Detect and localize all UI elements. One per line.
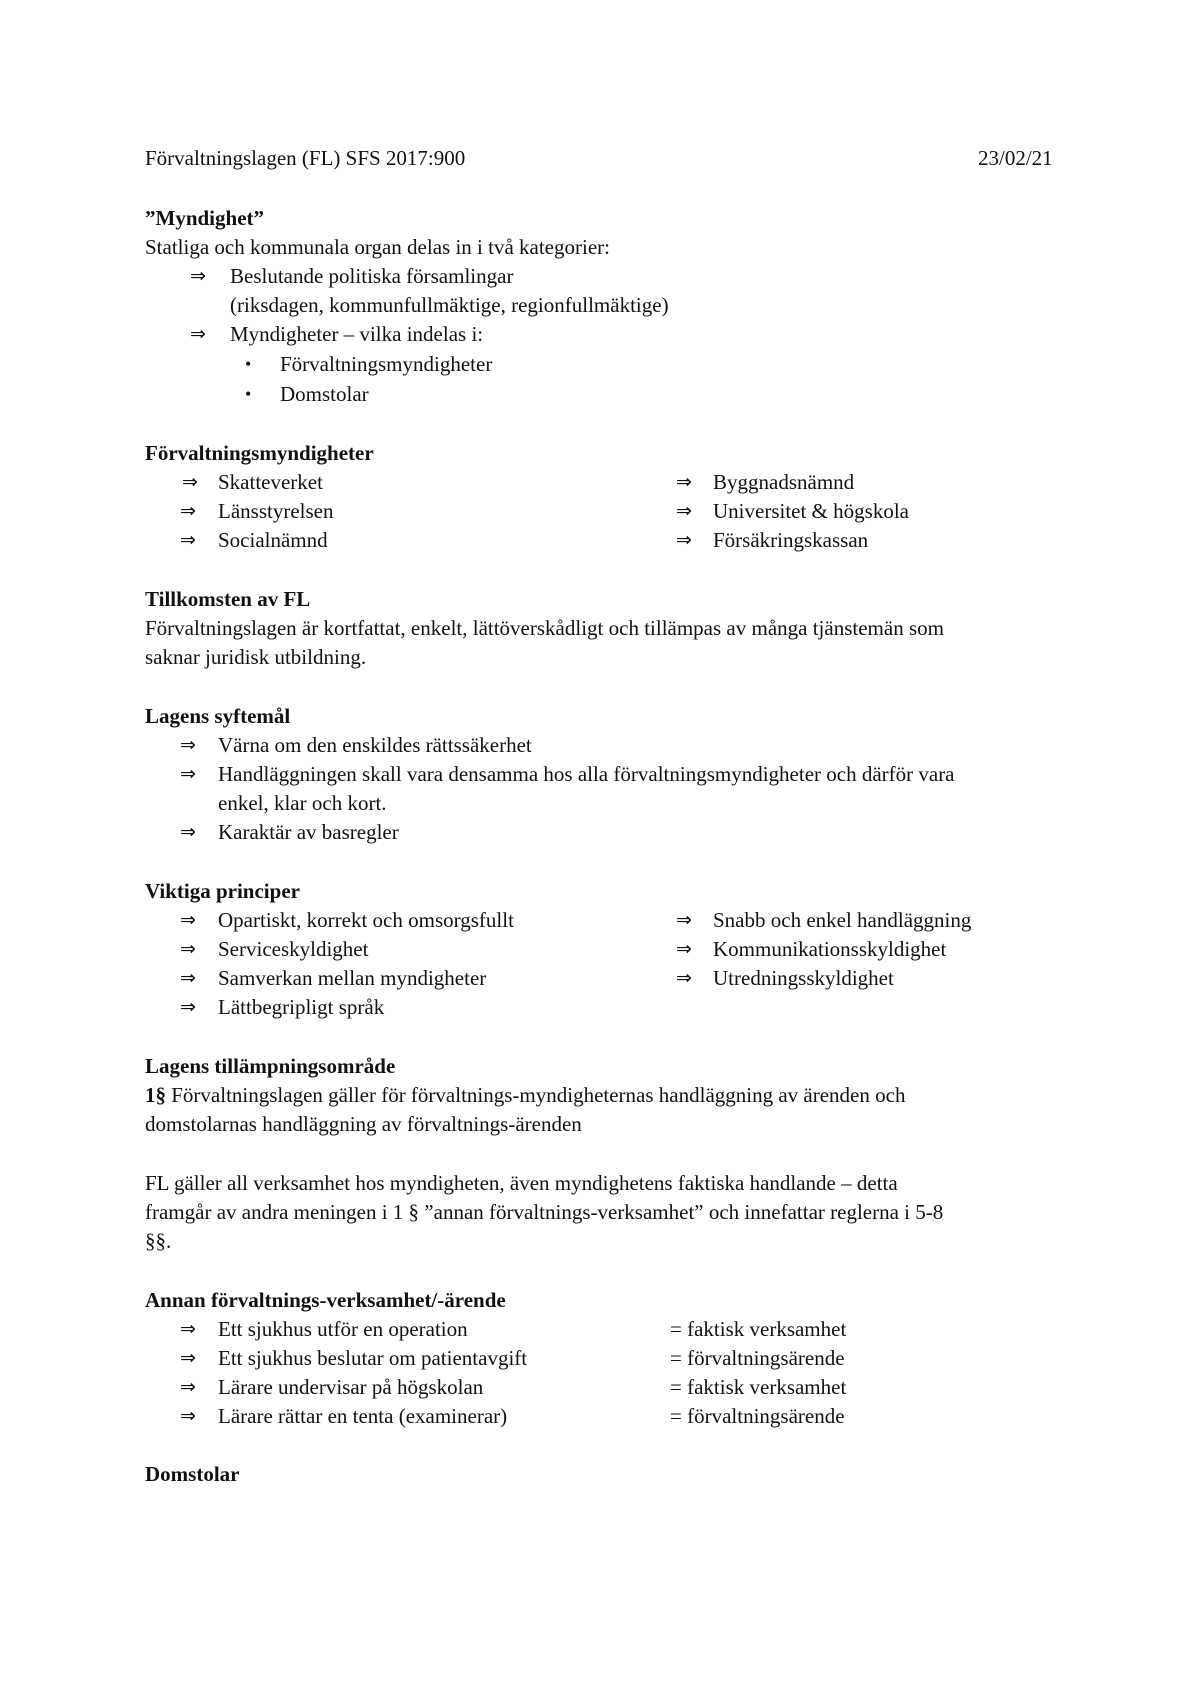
arrow-icon: ⇒ <box>190 265 206 287</box>
list-item: Byggnadsnämnd <box>713 470 855 494</box>
document-date: 23/02/21 <box>978 146 1053 170</box>
list-item-result: = faktisk verksamhet <box>670 1317 847 1341</box>
document-title: Förvaltningslagen (FL) SFS 2017:900 <box>145 146 466 170</box>
section-heading-tillampning: Lagens tillämpningsområde <box>145 1054 396 1078</box>
paragraph-line: framgår av andra meningen i 1 § ”annan förvaltnings-verksamhet” och innefattar reglerna i 5-8 <box>145 1200 944 1224</box>
paragraph-section-mark: 1§ <box>145 1083 166 1107</box>
arrow-icon: ⇒ <box>180 529 196 551</box>
list-item: Lärare rättar en tenta (examinerar) <box>218 1404 508 1428</box>
paragraph-line <box>145 1081 905 1110</box>
arrow-icon: ⇒ <box>182 471 198 493</box>
section-heading-tillkomsten: Tillkomsten av FL <box>145 587 311 611</box>
bullet-icon: • <box>245 354 252 374</box>
list-item-result: = faktisk verksamhet <box>670 1375 847 1399</box>
section-heading-annan: Annan förvaltnings-verksamhet/-ärende <box>145 1288 506 1312</box>
list-item: Skatteverket <box>218 470 323 494</box>
myndighet-intro: Statliga och kommunala organ delas in i två kategorier: <box>145 235 610 259</box>
list-item: Karaktär av basregler <box>218 820 399 844</box>
paragraph-line: Förvaltningslagen är kortfattat, enkelt, lättöverskådligt och tillämpas av många tjänstemän som <box>145 616 944 640</box>
list-item: Länsstyrelsen <box>218 499 334 523</box>
list-item: Ett sjukhus utför en operation <box>218 1317 468 1341</box>
arrow-icon: ⇒ <box>676 967 692 989</box>
arrow-icon: ⇒ <box>180 821 196 843</box>
arrow-icon: ⇒ <box>676 529 692 551</box>
arrow-icon: ⇒ <box>180 1405 196 1427</box>
arrow-icon: ⇒ <box>180 763 196 785</box>
section-heading-domstolar: Domstolar <box>145 1462 240 1486</box>
section-heading-myndighet: ”Myndighet” <box>145 206 265 230</box>
myndighet-item-1-sub: (riksdagen, kommunfullmäktige, regionfullmäktige) <box>230 293 669 317</box>
list-item: Ett sjukhus beslutar om patientavgift <box>218 1346 528 1370</box>
arrow-icon: ⇒ <box>180 1347 196 1369</box>
list-item: Universitet & högskola <box>713 499 909 523</box>
paragraph-line: FL gäller all verksamhet hos myndigheten, även myndighetens faktiska handlande – detta <box>145 1171 898 1195</box>
list-item: Lärare undervisar på högskolan <box>218 1375 484 1399</box>
arrow-icon: ⇒ <box>180 1318 196 1340</box>
arrow-icon: ⇒ <box>676 909 692 931</box>
myndighet-item-2: Myndigheter – vilka indelas i: <box>230 322 484 346</box>
list-item: Försäkringskassan <box>713 528 869 552</box>
arrow-icon: ⇒ <box>180 734 196 756</box>
arrow-icon: ⇒ <box>180 1376 196 1398</box>
myndighet-bullet: Domstolar <box>280 382 369 406</box>
section-heading-syftemal: Lagens syftemål <box>145 704 291 728</box>
list-item-result: = förvaltningsärende <box>670 1346 845 1370</box>
arrow-icon: ⇒ <box>676 938 692 960</box>
list-item-result: = förvaltningsärende <box>670 1404 845 1428</box>
paragraph-text: Förvaltningslagen gäller för förvaltnings-myndigheternas handläggning av ärenden och <box>166 1083 906 1107</box>
section-heading-forvaltningsmyndigheter: Förvaltningsmyndigheter <box>145 441 374 465</box>
arrow-icon: ⇒ <box>676 471 692 493</box>
list-item: Utredningsskyldighet <box>713 966 894 990</box>
arrow-icon: ⇒ <box>180 909 196 931</box>
list-item: Socialnämnd <box>218 528 328 552</box>
list-item: Serviceskyldighet <box>218 937 369 961</box>
arrow-icon: ⇒ <box>180 500 196 522</box>
arrow-icon: ⇒ <box>676 500 692 522</box>
paragraph-line: §§. <box>145 1229 172 1253</box>
arrow-icon: ⇒ <box>180 996 196 1018</box>
myndighet-item-1: Beslutande politiska församlingar <box>230 264 514 288</box>
bullet-icon: • <box>245 384 252 404</box>
section-heading-principer: Viktiga principer <box>145 879 300 903</box>
list-item: Samverkan mellan myndigheter <box>218 966 487 990</box>
list-item: Lättbegripligt språk <box>218 995 385 1019</box>
arrow-icon: ⇒ <box>190 323 206 345</box>
list-item: Snabb och enkel handläggning <box>713 908 972 932</box>
paragraph-line: saknar juridisk utbildning. <box>145 645 367 669</box>
list-item: Handläggningen skall vara densamma hos alla förvaltningsmyndigheter och därför vara <box>218 762 955 786</box>
arrow-icon: ⇒ <box>180 967 196 989</box>
list-item: Kommunikationsskyldighet <box>713 937 947 961</box>
list-item: Opartiskt, korrekt och omsorgsfullt <box>218 908 514 932</box>
paragraph-line: domstolarnas handläggning av förvaltnings-ärenden <box>145 1112 582 1136</box>
arrow-icon: ⇒ <box>180 938 196 960</box>
list-item: Värna om den enskildes rättssäkerhet <box>218 733 532 757</box>
myndighet-bullet: Förvaltningsmyndigheter <box>280 352 493 376</box>
list-item-continuation: enkel, klar och kort. <box>218 791 387 815</box>
